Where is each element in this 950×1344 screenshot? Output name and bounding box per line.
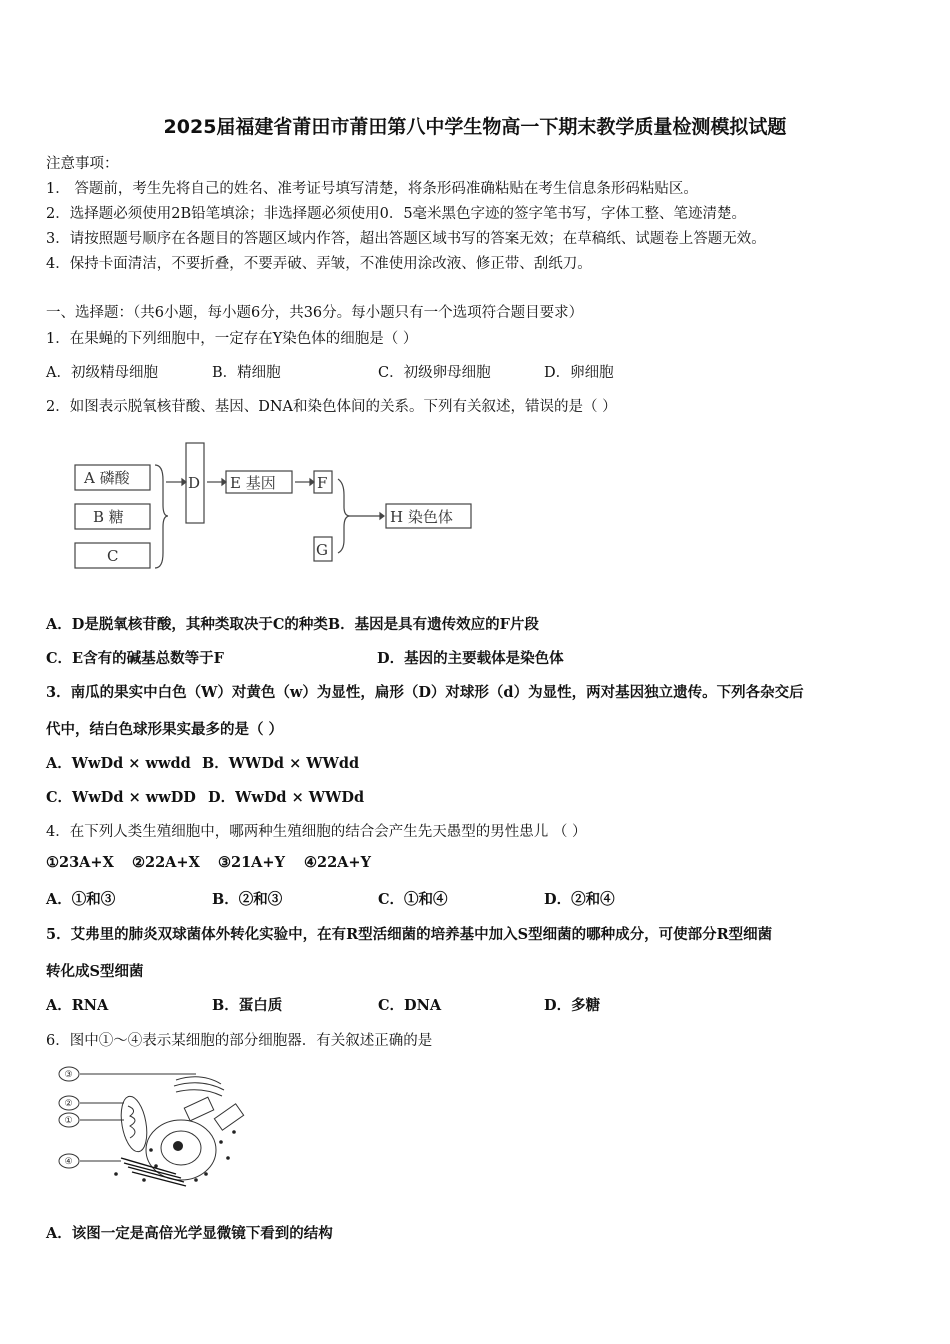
q4-options bbox=[46, 888, 615, 909]
q4-item-3: ③21A+Y bbox=[218, 854, 285, 871]
q1-options bbox=[46, 361, 614, 382]
q5-stem-line-2: 转化成S型细菌 bbox=[46, 963, 144, 980]
q5-option-a[interactable]: A．RNA bbox=[46, 997, 109, 1014]
q3-option-a[interactable]: A．WwDd × wwdd bbox=[46, 755, 191, 772]
q1-option-a[interactable]: A．初级精母细胞 bbox=[46, 365, 158, 381]
q6-cell-organelle-diagram bbox=[56, 1062, 256, 1192]
diagram-label-h: H 染色体 bbox=[390, 508, 453, 526]
q4-item-4: ④22A+Y bbox=[304, 854, 371, 871]
q3-options-row-2 bbox=[46, 786, 364, 807]
notice-item-4: 4．保持卡面清洁，不要折叠，不要弄破、弄皱，不准使用涂改液、修正带、刮纸刀。 bbox=[46, 256, 592, 272]
notice-heading: 注意事项： bbox=[46, 156, 119, 172]
q5-options bbox=[46, 994, 600, 1015]
q5-stem-line-1: 5．艾弗里的肺炎双球菌体外转化实验中，在有R型活细菌的培养基中加入S型细菌的哪种成分，可使部分R型细菌 bbox=[46, 926, 773, 943]
q4-option-d[interactable]: D．②和④ bbox=[544, 891, 615, 908]
q2-option-a[interactable]: A．D是脱氧核苷酸，其种类取决于C的种类 bbox=[46, 616, 328, 633]
notice-item-3: 3．请按照题号顺序在各题目的答题区域内作答，超出答题区域书写的答案无效；在草稿纸、试题卷上答题无效。 bbox=[46, 231, 766, 247]
organelle-label-2: ② bbox=[64, 1099, 73, 1109]
q3-option-c[interactable]: C．WwDd × wwDD bbox=[46, 789, 196, 806]
q3-option-d[interactable]: D．WwDd × WWDd bbox=[208, 789, 365, 806]
q2-option-d[interactable]: D．基因的主要载体是染色体 bbox=[377, 650, 564, 667]
q1-option-d[interactable]: D．卵细胞 bbox=[544, 365, 614, 381]
diagram-label-g: G bbox=[316, 541, 328, 559]
organelle-label-1: ① bbox=[64, 1116, 73, 1126]
q2-option-b[interactable]: B．基因是具有遗传效应的F片段 bbox=[327, 616, 539, 633]
q4-option-b[interactable]: B．②和③ bbox=[212, 891, 283, 908]
notice-item-2: 2．选择题必须使用2B铅笔填涂；非选择题必须使用0．5毫米黑色字迹的签字笔书写，字体工整、笔迹清楚。 bbox=[46, 206, 747, 222]
organelle-label-3: ③ bbox=[64, 1070, 73, 1080]
q2-options-row-2 bbox=[46, 647, 564, 668]
q3-stem-line-2: 代中，结白色球形果实最多的是（ ） bbox=[46, 721, 284, 738]
q4-item-2: ②22A+X bbox=[132, 854, 200, 871]
q1-option-b[interactable]: B．精细胞 bbox=[212, 365, 281, 381]
q4-stem: 4．在下列人类生殖细胞中，哪两种生殖细胞的结合会产生先天愚型的男性患儿 （ ） bbox=[46, 824, 587, 840]
section-heading: 一、选择题：（共6小题，每小题6分，共36分。每小题只有一个选项符合题目要求） bbox=[46, 305, 584, 321]
q2-options-row-1 bbox=[46, 613, 539, 634]
organelle-label-4: ④ bbox=[64, 1157, 73, 1167]
q1-option-c[interactable]: C．初级卵母细胞 bbox=[378, 365, 491, 381]
q2-option-c[interactable]: C．E含有的碱基总数等于F bbox=[46, 650, 224, 667]
q5-option-c[interactable]: C．DNA bbox=[378, 997, 442, 1014]
diagram-label-c: C bbox=[107, 547, 119, 565]
q3-stem-line-1: 3．南瓜的果实中白色（W）对黄色（w）为显性，扁形（D）对球形（d）为显性，两对基因独立遗传。下列各杂交后 bbox=[46, 684, 804, 701]
page-title: 2025届福建省莆田市莆田第八中学生物高一下期末教学质量检测模拟试题 bbox=[163, 116, 787, 138]
q4-option-c[interactable]: C．①和④ bbox=[378, 891, 448, 908]
q3-option-b[interactable]: B．WWDd × WWdd bbox=[202, 755, 360, 772]
q4-item-1: ①23A+X bbox=[46, 854, 114, 871]
q5-option-d[interactable]: D．多糖 bbox=[544, 997, 601, 1014]
q6-stem: 6．图中①～④表示某细胞的部分细胞器．有关叙述正确的是 bbox=[46, 1033, 433, 1049]
q6-option-a[interactable]: A．该图一定是高倍光学显微镜下看到的结构 bbox=[46, 1225, 333, 1242]
diagram-label-a: A 磷酸 bbox=[84, 469, 130, 487]
diagram-label-d: D bbox=[188, 474, 201, 492]
q2-relationship-diagram bbox=[60, 435, 490, 585]
q4-option-a[interactable]: A．①和③ bbox=[46, 891, 116, 908]
diagram-label-f: F bbox=[317, 474, 328, 492]
q2-stem: 2．如图表示脱氧核苷酸、基因、DNA和染色体间的关系。下列有关叙述，错误的是（ ） bbox=[46, 399, 617, 415]
q1-stem: 1．在果蝇的下列细胞中，一定存在Y染色体的细胞是（ ） bbox=[46, 331, 418, 347]
diagram-label-e: E 基因 bbox=[230, 474, 276, 492]
q5-option-b[interactable]: B．蛋白质 bbox=[212, 997, 283, 1014]
diagram-label-b: B 糖 bbox=[93, 508, 124, 526]
q4-items bbox=[46, 854, 371, 871]
notice-item-1: 1． 答题前，考生先将自己的姓名、准考证号填写清楚，将条形码准确粘贴在考生信息条形码粘贴区。 bbox=[46, 181, 698, 197]
q3-options-row-1 bbox=[46, 752, 359, 773]
